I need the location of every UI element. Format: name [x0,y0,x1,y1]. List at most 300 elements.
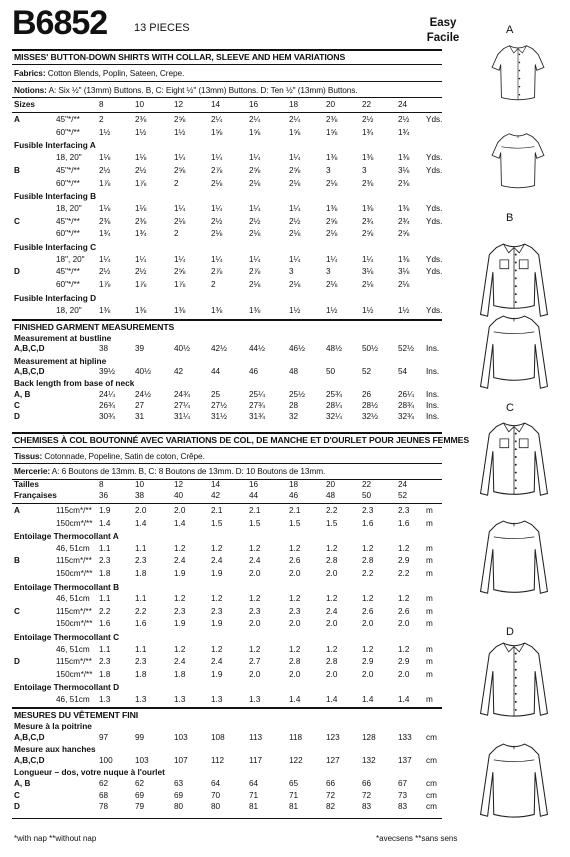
cell-value: 1.2 [249,543,261,553]
sizes-row [0,100,450,111]
fabric-width: 46, 51cm [56,695,90,704]
cell-value: 2⅝ [174,165,186,175]
english-finished-row [0,367,450,378]
cell-value: 1.8 [99,569,111,578]
mercerie-label: Mercerie: [14,466,50,476]
footnote-english: *with nap **without nap [14,834,97,843]
cell-value: 103 [135,755,149,765]
cell-value: 83 [398,802,408,812]
cell-value: 1½ [362,305,374,315]
view-label: B [14,165,20,175]
cell-value: 2½ [398,115,410,124]
cell-value: 38 [99,344,109,354]
cell-value: 28¼ [326,400,342,410]
french-metrage-row [0,594,450,605]
french-metrage-row [0,569,450,580]
french-metrage-group-label: Entoilage Thermocollant B [14,581,120,592]
english-yardage-row [0,128,450,139]
fabric-width: 45"*/** [56,216,80,226]
cell-value: 1.2 [249,594,261,604]
unit: m [426,569,433,578]
cell-value: 1.1 [99,543,111,553]
cell-value: 1½ [398,305,410,315]
mercerie-line [14,466,325,476]
cell-value: 2⅛ [289,229,301,239]
view-d-front-drawing [470,630,558,730]
cell-value: 2⅝ [362,229,374,239]
unit: Yds. [426,254,443,264]
view-label: C [14,790,20,800]
english-finished-group-label: Back length from base of neck [14,378,135,389]
english-yardage-row [0,179,450,190]
cell-value: 65 [289,779,299,788]
french-finished-group-label: Mesure à la poitrine [14,721,92,731]
view-label: A,B,C,D [14,344,45,354]
cell-value: 2.3 [211,606,223,616]
cell-value: 46 [249,366,259,376]
unit: cm [426,732,437,742]
cell-value: 2½ [135,165,147,175]
footnote-french: *avecsens **sans sens [376,834,458,843]
cell-value: 2⅜ [135,216,147,226]
cell-value: 1.9 [174,569,186,578]
cell-value: 2⅝ [174,115,186,124]
fabric-width: 18, 20" [56,153,82,163]
english-yardage-group-label: Fusible Interfacing A [14,140,96,151]
french-metrage-row [0,695,450,706]
cell-value: 42½ [211,344,227,354]
fabric-width: 115cm*/** [56,657,92,667]
cell-value: 1.2 [398,543,410,553]
view-label: A, B [14,779,31,788]
size-header-1: 10 [135,100,145,109]
taille-header-0: 8 [99,480,104,489]
cell-value: 117 [249,755,263,765]
cell-value: 1⅜ [174,305,186,315]
fabric-width: 150cm*/** [56,518,93,528]
taille-header-7: 22 [362,480,372,489]
cell-value: 1.6 [99,619,111,629]
size-header-4: 16 [249,100,259,109]
unit: Yds. [426,216,443,226]
view-label: C [14,400,20,410]
english-finished-row [0,390,450,401]
view-label: C [14,606,20,616]
cell-value: 2.8 [326,657,338,667]
cell-value: 52½ [398,344,414,354]
view-a-front-drawing [474,40,562,112]
cell-value: 27¼ [174,400,190,410]
mercerie-text: A: 6 Boutons de 13mm. B, C: 8 Boutons de 13mm. D: 10 Boutons de 13mm. [50,466,326,476]
taille-francaise-header-1: 38 [135,491,145,500]
cell-value: 1⅜ [398,254,410,264]
cell-value: 25¾ [326,389,342,399]
tissus-label: Tissus: [14,451,43,461]
view-label: A [14,115,20,124]
english-yardage-row [0,267,450,278]
fabric-width: 150cm*/** [56,669,93,679]
cell-value: 1.8 [135,669,147,679]
cell-value: 2.8 [289,657,301,667]
cell-value: 108 [211,732,225,742]
cell-value: 54 [398,366,408,376]
view-label: D [14,267,20,277]
unit: cm [426,802,437,812]
unit: Yds. [426,267,443,277]
cell-value: 2⅛ [211,229,223,239]
cell-value: 2.0 [362,619,374,629]
cell-value: 32½ [362,412,378,422]
cell-value: 2.0 [398,619,410,629]
difficulty-english: Easy [429,17,457,29]
divider [12,503,442,504]
french-metrage-group-label: Entoilage Thermocollant D [14,682,120,693]
unit: cm [426,790,437,800]
cell-value: 128 [362,732,376,742]
taille-header-5: 18 [289,480,299,489]
french-finished-title: MESURES DU VÊTEMENT FINI [14,710,139,720]
size-header-8: 24 [398,100,408,109]
french-finished-row [0,802,450,813]
divider [12,707,442,709]
cell-value: 133 [398,732,412,742]
french-finished-group-label: Mesure aux hanches [14,744,96,755]
cell-value: 2.0 [135,506,147,515]
unit: Yds. [426,153,443,163]
francaises-row [0,491,450,502]
view-a-label: A [506,24,514,36]
cell-value: 99 [135,732,145,742]
cell-value: 2⅛ [362,280,374,290]
cell-value: 1.4 [135,518,147,528]
cell-value: 1¼ [249,153,261,163]
cell-value: 28 [289,400,299,410]
cell-value: 1⅜ [135,305,147,315]
cell-value: 25¼ [249,389,265,399]
cell-value: 1.2 [249,644,261,654]
cell-value: 1⅜ [362,153,374,163]
fabrics-line [14,68,184,78]
size-header-3: 14 [211,100,221,109]
divider [12,81,442,82]
fabric-width: 115cm*/** [56,506,92,515]
cell-value: 2⅛ [289,280,301,290]
taille-francaise-header-6: 48 [326,491,336,500]
english-yardage-group-label: Fusible Interfacing B [14,191,97,202]
cell-value: 2.4 [326,606,338,616]
french-finished-row [0,733,450,744]
english-yardage-row [0,306,450,317]
unit: m [426,695,433,704]
unit: Yds. [426,305,443,315]
cell-value: 2¼ [211,115,223,124]
cell-value: 2¾ [398,216,410,226]
cell-value: 26¼ [398,389,414,399]
unit: Ins. [426,389,440,399]
cell-value: 2.3 [174,606,186,616]
cell-value: 1⅛ [99,203,111,213]
fabric-width: 46, 51cm [56,644,90,654]
cell-value: 123 [326,732,340,742]
english-yardage-row [0,153,450,164]
cell-value: 2.0 [326,619,338,629]
cell-value: 2.6 [362,606,374,616]
divider [12,319,442,321]
cell-value: 1.3 [211,695,223,704]
cell-value: 1.2 [211,644,223,654]
english-finished-title: FINISHED GARMENT MEASUREMENTS [14,322,175,332]
cell-value: 1¼ [249,254,261,264]
cell-value: 2 [211,280,216,290]
unit: Yds. [426,115,443,124]
french-metrage-row [0,506,450,517]
english-finished-row [0,412,450,423]
cell-value: 24½ [135,389,151,399]
fabric-width: 60"*/** [56,280,80,290]
cell-value: 73 [398,790,408,800]
cell-value: 25½ [289,389,305,399]
cell-value: 42 [174,366,184,376]
cell-value: 82 [326,802,336,812]
cell-value: 2.0 [289,619,301,629]
taille-francaise-header-0: 36 [99,491,109,500]
notions-label: Notions: [14,85,47,95]
divider [12,64,442,65]
cell-value: 1.9 [211,619,223,629]
cell-value: 2.4 [211,556,223,566]
cell-value: 1.2 [398,644,410,654]
cell-value: 1¾ [398,127,410,137]
cell-value: 1.2 [362,594,374,604]
english-yardage-group-label: Fusible Interfacing D [14,292,97,303]
cell-value: 97 [99,732,109,742]
french-metrage-row [0,657,450,668]
divider [12,432,442,434]
unit: m [426,594,433,604]
cell-value: 1¼ [135,254,147,264]
size-header-7: 22 [362,100,372,109]
taille-francaise-header-8: 52 [398,491,408,500]
cell-value: 2⅛ [398,280,410,290]
unit: m [426,518,433,528]
cell-value: 52 [362,366,372,376]
cell-value: 2.4 [174,556,186,566]
taille-header-6: 20 [326,480,336,489]
cell-value: 2⅛ [326,229,338,239]
size-header-5: 18 [289,100,299,109]
cell-value: 2.2 [362,569,374,578]
view-a-back-drawing [474,128,562,200]
fabric-width: 18", 20" [56,254,85,264]
taille-header-4: 16 [249,480,259,489]
divider [12,112,442,113]
fabric-width: 60"*/** [56,178,80,188]
cell-value: 32¾ [398,412,414,422]
cell-value: 2⅝ [398,229,410,239]
cell-value: 1¼ [211,254,223,264]
cell-value: 2.0 [289,569,301,578]
cell-value: 2.2 [135,606,147,616]
french-metrage-row [0,619,450,630]
cell-value: 2⅝ [249,165,261,175]
view-label: D [14,412,20,422]
cell-value: 1⅜ [398,203,410,213]
cell-value: 1¼ [211,153,223,163]
cell-value: 1⅝ [211,127,223,137]
notions-line [14,85,358,95]
cell-value: 2⅜ [398,178,410,188]
cell-value: 66 [362,779,372,788]
cell-value: 71 [249,790,259,800]
unit: m [426,669,433,679]
cell-value: 81 [249,802,259,812]
divider [12,818,442,819]
cell-value: 71 [289,790,299,800]
cell-value: 1.5 [211,518,223,528]
cell-value: 1⅝ [249,127,261,137]
taille-francaise-header-4: 44 [249,491,259,500]
divider [12,447,442,448]
cell-value: 26¾ [99,400,115,410]
cell-value: 2.6 [398,606,410,616]
cell-value: 1⅞ [99,280,111,290]
cell-value: 2.4 [174,657,186,667]
cell-value: 1.2 [174,594,186,604]
cell-value: 2½ [99,267,111,277]
cell-value: 2⅞ [211,267,223,277]
cell-value: 32¼ [326,412,342,422]
taille-header-2: 12 [174,480,184,489]
cell-value: 1.3 [135,695,147,704]
fabrics-label: Fabrics: [14,68,46,78]
cell-value: 2⅝ [289,165,301,175]
cell-value: 137 [398,755,412,765]
cell-value: 1.2 [289,543,301,553]
cell-value: 1.8 [99,669,111,679]
cell-value: 2⅛ [249,280,261,290]
taille-francaise-header-2: 40 [174,491,184,500]
french-finished-group-label: Longueur – dos, votre nuque à l'ourlet [14,767,165,778]
english-finished-row [0,344,450,355]
cell-value: 2½ [135,267,147,277]
notions-text: A: Six ½" (13mm) Buttons. B, C: Eight ½" (13mm) Buttons. D: Ten ½" (13mm) Buttons. [46,85,358,95]
cell-value: 2.7 [249,657,261,667]
view-d-back-drawing [470,728,558,834]
cell-value: 2.3 [289,606,301,616]
french-metrage-row [0,544,450,555]
cell-value: 1.6 [398,518,410,528]
cell-value: 1¾ [362,127,374,137]
cell-value: 1.6 [135,619,147,629]
view-label: B [14,556,20,566]
cell-value: 3 [326,165,331,175]
cell-value: 2 [174,178,179,188]
tailles-label: Tailles [14,480,39,489]
cell-value: 1¼ [174,254,186,264]
unit: Ins. [426,412,440,422]
taille-header-8: 24 [398,480,408,489]
cell-value: 1.2 [211,594,223,604]
cell-value: 83 [362,802,372,812]
taille-francaise-header-7: 50 [362,491,372,500]
cell-value: 67 [398,779,408,788]
cell-value: 2⅛ [289,178,301,188]
size-header-6: 20 [326,100,336,109]
cell-value: 1½ [289,305,301,315]
cell-value: 30¾ [99,412,115,422]
cell-value: 2½ [289,216,301,226]
cell-value: 69 [174,790,184,800]
cell-value: 2⅞ [211,165,223,175]
piece-count: 13 PIECES [134,22,190,34]
cell-value: 1.3 [249,695,261,704]
cell-value: 80 [174,802,184,812]
cell-value: 2.3 [99,556,111,566]
english-finished-group-label: Measurement at bustline [14,333,112,343]
cell-value: 2.3 [135,556,147,566]
unit: Yds. [426,165,443,175]
cell-value: 81 [289,802,299,812]
cell-value: 1.5 [289,518,301,528]
cell-value: 1.4 [398,695,410,704]
fabric-width: 60"*/** [56,127,80,137]
english-finished-row [0,401,450,412]
cell-value: 24¼ [99,389,115,399]
cell-value: 1.9 [211,669,223,679]
cell-value: 1.8 [174,669,186,679]
divider [12,463,442,464]
cell-value: 1.1 [135,644,147,654]
cell-value: 27 [135,400,145,410]
cell-value: 28½ [362,400,378,410]
cell-value: 1½ [99,127,111,137]
cell-value: 1¾ [135,229,147,239]
cell-value: 1.3 [99,695,111,704]
cell-value: 1⅜ [326,203,338,213]
cell-value: 2⅜ [135,115,147,124]
difficulty-badge [414,16,472,46]
fabric-width: 45"*/** [56,165,80,175]
french-metrage-row [0,556,450,567]
cell-value: 2.0 [249,619,261,629]
unit: cm [426,755,437,765]
cell-value: 72 [362,790,372,800]
cell-value: 1⅜ [211,305,223,315]
english-yardage-row [0,217,450,228]
cell-value: 1⅞ [135,280,147,290]
cell-value: 2½ [99,165,111,175]
cell-value: 100 [99,755,113,765]
fabric-width: 45"*/** [56,115,80,124]
cell-value: 80 [211,802,221,812]
unit: Ins. [426,400,440,410]
fabric-width: 18, 20" [56,305,82,315]
divider [12,49,442,51]
cell-value: 2.9 [398,657,410,667]
cell-value: 1½ [326,305,338,315]
cell-value: 39 [135,344,145,354]
cell-value: 2⅜ [99,216,111,226]
cell-value: 122 [289,755,303,765]
cell-value: 27½ [211,400,227,410]
cell-value: 2½ [249,216,261,226]
cell-value: 27¾ [249,400,265,410]
cell-value: 3⅛ [398,267,410,277]
cell-value: 50 [326,366,336,376]
cell-value: 2.1 [249,506,261,515]
cell-value: 1¼ [249,203,261,213]
cell-value: 1.9 [211,569,223,578]
